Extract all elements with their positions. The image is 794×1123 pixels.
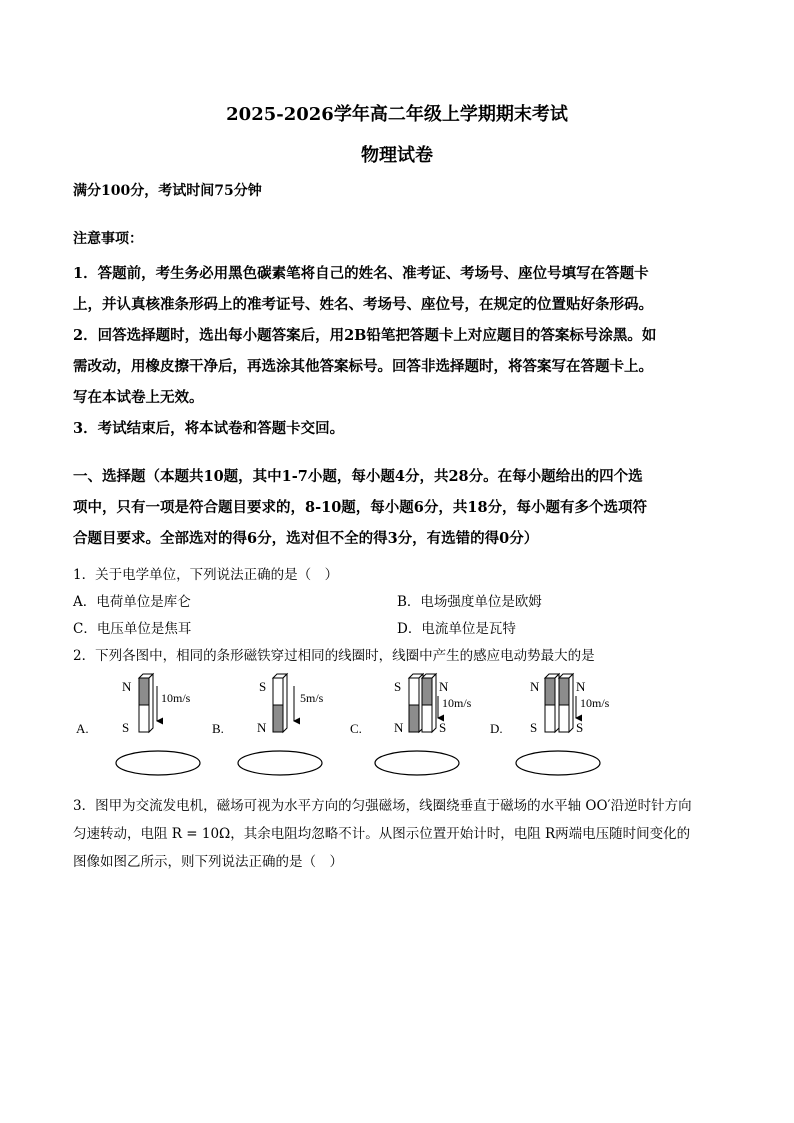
fig-a-label: A. (76, 721, 89, 736)
speed-label: 10m/s (161, 691, 191, 705)
q3-line: 匀速转动，电阻 R = 10Ω，其余电阻均忽略不计。从图示位置开始计时，电阻 R两端电压随时间变化的 (73, 826, 691, 842)
notice-line: 2．回答选择题时，选出每小题答案后，用2B铅笔把答题卡上对应题目的答案标号涂黑。如 (73, 327, 657, 344)
magnet-pole: N (394, 720, 404, 735)
magnet-pole: S (530, 720, 538, 735)
section-heading-line: 项中，只有一项是符合题目要求的，8-10题，每小题6分，共18分，每小题有多个选项符 (73, 499, 648, 516)
speed-label: 10m/s (442, 696, 472, 710)
section-heading-line: 合题目要求。全部选对的得6分，选对但不全的得3分，有选错的得0分） (73, 530, 539, 547)
q3-line: 3．图甲为交流发电机，磁场可视为水平方向的匀强磁场，线圈绕垂直于磁场的水平轴 OO′沿逆时针方向 (73, 798, 692, 814)
speed-label: 5m/s (300, 691, 324, 705)
q2-fig-b (212, 674, 324, 775)
exam-subtitle: 物理试卷 (361, 145, 433, 166)
magnet-pole: S (394, 679, 402, 694)
coil (516, 751, 600, 775)
fig-c-label: C. (350, 721, 362, 736)
notice-line: 写在本试卷上无效。 (73, 389, 204, 406)
q1-option-c: C．电压单位是焦耳 (73, 621, 192, 637)
magnet-pole: S (259, 679, 267, 694)
q2-fig-c (350, 674, 472, 775)
q2-figure (60, 670, 680, 790)
notice-line: 上，并认真核准条形码上的准考证号、姓名、考场号、座位号，在规定的位置贴好条形码。 (73, 296, 653, 313)
notice-line: 1．答题前，考生务必用黑色碳素笔将自己的姓名、准考证、考场号、座位号填写在答题卡 (73, 265, 649, 282)
magnet-pole: S (439, 720, 447, 735)
exam-title: 2025-2026学年高二年级上学期期末考试 (226, 104, 568, 125)
magnet-pole: S (576, 720, 584, 735)
magnet-pole: S (122, 720, 130, 735)
notice-line: 3．考试结束后，将本试卷和答题卡交回。 (73, 420, 345, 437)
section-heading-line: 一、选择题（本题共10题，其中1-7小题，每小题4分，共28分。在每小题给出的四个选 (73, 468, 643, 485)
magnet-pole: N (576, 679, 586, 694)
q1-option-d: D．电流单位是瓦特 (397, 621, 516, 637)
q2-fig-a (76, 674, 200, 775)
notice-heading: 注意事项： (73, 231, 143, 247)
fig-b-label: B. (212, 721, 224, 736)
q1-option-a: A．电荷单位是库仑 (73, 594, 191, 610)
magnet-pole: N (257, 720, 267, 735)
q2-stem: 2．下列各图中，相同的条形磁铁穿过相同的线圈时，线圈中产生的感应电动势最大的是 (73, 648, 595, 664)
magnet-pole: N (439, 679, 449, 694)
coil (238, 751, 322, 775)
speed-label: 10m/s (580, 696, 610, 710)
q1-option-b: B．电场强度单位是欧姆 (397, 594, 542, 610)
coil (375, 751, 459, 775)
notice-line: 需改动，用橡皮擦干净后，再选涂其他答案标号。回答非选择题时，将答案写在答题卡上。 (73, 358, 653, 375)
q1-stem: 1．关于电学单位，下列说法正确的是（ ） (73, 567, 339, 583)
fig-d-label: D. (490, 721, 503, 736)
magnet-pole: N (122, 679, 132, 694)
q2-fig-d (490, 674, 610, 775)
magnet-pole: N (530, 679, 540, 694)
coil (116, 751, 200, 775)
score-time: 满分100分，考试时间75分钟 (73, 183, 262, 199)
q3-line: 图像如图乙所示，则下列说法正确的是（ ） (73, 854, 343, 870)
